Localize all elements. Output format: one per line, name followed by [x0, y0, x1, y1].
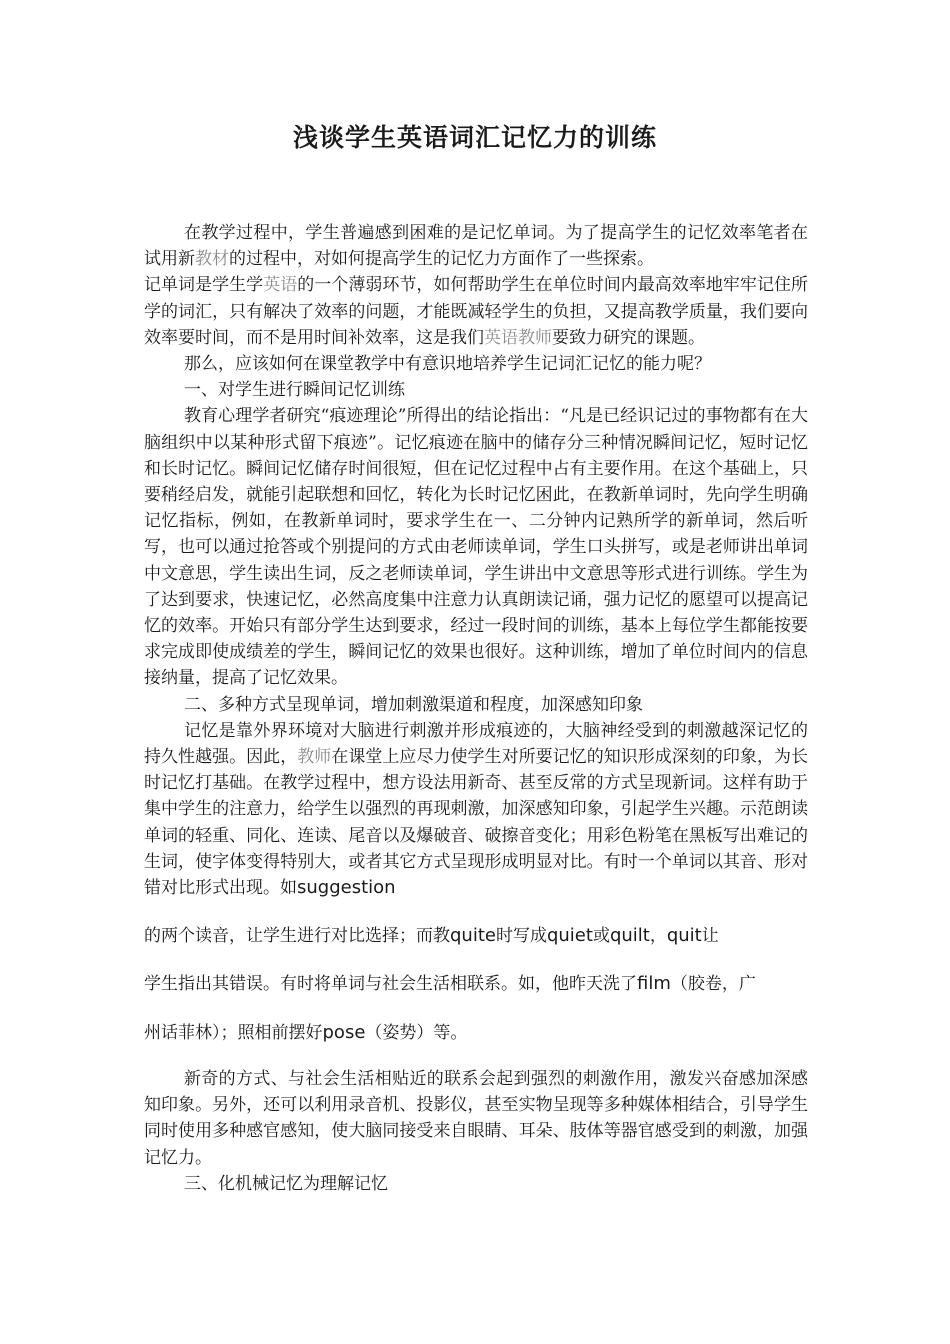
english-word: quit — [666, 925, 702, 947]
english-word: film — [637, 973, 671, 995]
section-2-text: 时写成 — [495, 926, 547, 947]
section-2-text: （姿势）等。 — [365, 1022, 468, 1043]
section-2-text: 或 — [592, 926, 610, 947]
english-word: pose — [322, 1021, 366, 1043]
english-teacher-link[interactable]: 英语教师 — [484, 327, 552, 348]
document-body — [144, 220, 808, 1197]
section-1-paragraph: 教育心理学者研究“痕迹理论”所得出的结论指出：“凡是已经识记过的事物都有在大脑组织中以某种形式留下痕迹”。记忆痕迹在脑中的储存分三种情况瞬间记忆，短时记忆和长时记忆。瞬间记忆储存时间很短，但在记忆过程中占有主要作用。在这个基础上，只要稍经启发，就能引起联想和回忆，转化为长时记忆困此，在教新单词时，先向学生明确记忆指标，例如，在教新单词时，要求学生在一、二分钟内记熟所学的新单词，然后听写，也可以通过抢答或个别提问的方式由老师读单词，学生口头拼写，或是老师讲出单词中文意思，学生读出生词，反之老师读单词，学生讲出中文意思等形式进行训练。学生为了达到要求，快速记忆，必然高度集中注意力认真朗读记诵，强力记忆的愿望可以提高记忆的效率。开始只有部分学生达到要求，经过一段时间的训练，基本上每位学生都能按要求完成即使成绩差的学生，瞬间记忆的效果也很好。这种训练，增加了单位时间内的信息接纳量，提高了记忆效果。 — [144, 406, 808, 689]
section-2-text: 州话菲林）；照相前摆好 — [144, 1022, 323, 1043]
teacher-link[interactable]: 教师 — [297, 747, 332, 768]
intro-text: 记单词是学生学 — [144, 275, 264, 296]
english-word: quiet — [546, 925, 593, 947]
english-word: quilt — [609, 925, 650, 947]
english-link[interactable]: 英语 — [263, 275, 298, 296]
section-2-text: 在课堂上应尽力使学生对所要记忆的知识形成深刻的印象，为长时记忆打基础。在教学过程中，想方设法用新奇、甚至反常的方式呈现新词。这样有助于集中学生的注意力，给学生以强烈的再现刺激，加深感知印象，引起学生兴趣。示范朗读单词的轻重、同化、连读、尾音以及爆破音、破擦音变化；用彩色粉笔在黑板写出难记的生词，使字体变得特别大，或者其它方式呈现形成明显对比。有时一个单词以其音、形对错对比形式出现。如 — [144, 747, 809, 899]
section-2-heading: 二、多种方式呈现单词，增加刺激渠道和程度，加深感知印象 — [184, 694, 643, 715]
intro-text: 要致力研究的课题。 — [552, 327, 705, 348]
english-word: quite — [450, 925, 496, 947]
document-title: 浅谈学生英语词汇记忆力的训练 — [292, 123, 657, 152]
section-2-text: （胶卷，广 — [670, 974, 756, 995]
section-1-heading: 一、对学生进行瞬间记忆训练 — [184, 380, 405, 401]
section-2-text: 的两个读音，让学生进行对比选择；而教 — [144, 926, 450, 947]
section-2-line — [144, 923, 808, 949]
section-2-text: ， — [649, 926, 667, 947]
section-3-heading: 三、化机械记忆为理解记忆 — [184, 1173, 388, 1194]
section-2-line — [144, 971, 808, 997]
intro-paragraph-3: 那么，应该如何在课堂教学中有意识地培养学生记词汇记忆的能力呢？ — [184, 354, 711, 375]
section-2-text: 让 — [701, 926, 719, 947]
textbook-link[interactable]: 教材 — [195, 249, 229, 270]
section-2-text: 记忆是靠外界环境对大脑进行刺激并形成痕迹的，大脑神经受到的刺激越深记忆的持久性越强。因此， — [144, 720, 808, 768]
section-2-closing-paragraph: 新奇的方式、与社会生活相贴近的联系会起到强烈的刺激作用，激发兴奋感加深感知印象。另外，还可以利用录音机、投影仪，甚至实物呈现等多种媒体相结合，引导学生同时使用多种感官感知，使大脑同接受来自眼睛、耳朵、肢体等器官感受到的刺激，加强记忆力。 — [144, 1068, 808, 1168]
section-2-text: 学生指出其错误。有时将单词与社会生活相联系。如，他昨天洗了 — [144, 974, 637, 995]
intro-paragraph-1 — [144, 220, 808, 272]
intro-paragraph-2 — [144, 272, 808, 351]
intro-text: 的过程中，对如何提高学生的记忆力方面作了一些探索。 — [229, 249, 654, 270]
intro-text: 在教学过程中，学生普遍感到困难的是记忆单词。为了提高学生的记忆效率笔者在试用新 — [144, 223, 808, 270]
section-2-paragraph — [144, 718, 808, 901]
english-word: suggestion — [297, 877, 396, 899]
section-2-line — [144, 1020, 808, 1046]
intro-text: 的一个薄弱环节，如何帮助学生在单位时间内最高效率地牢牢记住所学的词汇，只有解决了效率的问题，才能既减轻学生的负担，又提高教学质量，我们要向效率要时间，而不是用时间补效率，这是我们 — [144, 275, 809, 348]
